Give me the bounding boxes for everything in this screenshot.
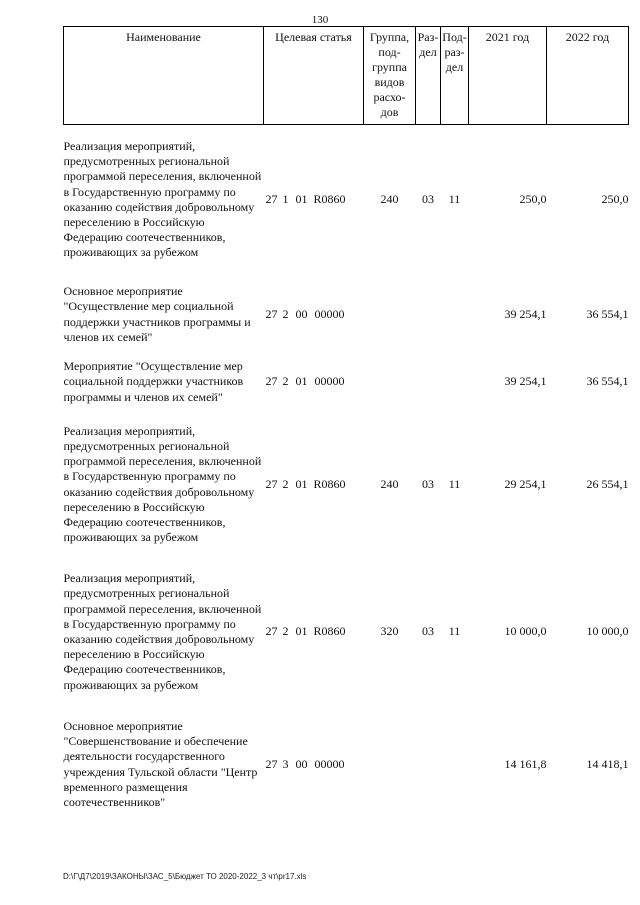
amount-2021: 14 161,8 bbox=[504, 756, 547, 771]
amount-2021: 10 000,0 bbox=[504, 624, 547, 639]
target-article-part: 2 bbox=[282, 306, 289, 321]
expense-group-code: 240 bbox=[380, 192, 399, 207]
section-code: 03 bbox=[422, 476, 434, 491]
subsection-code: 11 bbox=[448, 624, 461, 639]
target-article-part: 3 bbox=[282, 756, 289, 771]
header-expense-group: Группа, под-группа видов расхо-дов bbox=[364, 27, 416, 125]
amount-2022: 250,0 bbox=[601, 192, 629, 207]
row-name: Основное мероприятие "Совершенствование и обеспечение деятельности государственного учреждения Тульской области "Центр временного размещения соотечественников" bbox=[63, 718, 258, 809]
target-article-part: 27 bbox=[265, 192, 278, 207]
target-article-part: 27 bbox=[265, 374, 278, 389]
target-article-part: 01 bbox=[295, 624, 308, 639]
table-row bbox=[64, 355, 629, 410]
file-path-footer: D:\Г\Д7\2019\ЗАКОНЫ\ЗАС_5\Бюджет ТО 2020-2022_3 чт\pr17.xls bbox=[63, 872, 307, 881]
section-code bbox=[416, 275, 441, 355]
target-article-part: 2 bbox=[282, 374, 289, 389]
row-name: Реализация мероприятий, предусмотренных региональной программой переселения, включенной в Государственную программу по оказанию содействия добровольному переселению в Российскую Федерацию соотечественников, проживающих за рубежом bbox=[63, 423, 262, 545]
row-name: Реализация мероприятий, предусмотренных региональной программой переселения, включенной в Государственную программу по оказанию содействия добровольному переселению в Российскую Федерацию соотечественников, проживающих за рубежом bbox=[63, 138, 262, 260]
header-target-article: Целевая статья bbox=[264, 27, 364, 125]
target-article-part: 00 bbox=[295, 756, 308, 771]
target-article-part: 2 bbox=[282, 624, 289, 639]
target-article-part: R0860 bbox=[313, 476, 346, 491]
amount-2021: 39 254,1 bbox=[504, 374, 547, 389]
target-article-part: 00000 bbox=[314, 756, 345, 771]
target-article-code bbox=[264, 275, 364, 355]
target-article-part: 00 bbox=[295, 306, 308, 321]
table-row bbox=[64, 705, 629, 825]
row-name: Реализация мероприятий, предусмотренных региональной программой переселения, включенной в Государственную программу по оказанию содействия добровольному переселению в Российскую Федерацию соотечественников, проживающих за рубежом bbox=[63, 571, 262, 692]
target-article-part: 01 bbox=[295, 374, 308, 389]
section-code bbox=[416, 705, 441, 825]
amount-2021: 29 254,1 bbox=[504, 476, 547, 491]
target-article-part: 27 bbox=[265, 624, 278, 639]
target-article-code bbox=[264, 705, 364, 825]
header-name: Наименование bbox=[64, 27, 264, 125]
table-row bbox=[64, 560, 629, 705]
target-article-part: 01 bbox=[295, 192, 308, 207]
row-name: Мероприятие "Осуществление мер социальной поддержки участников программы и членов их семей" bbox=[63, 359, 244, 404]
section-code: 03 bbox=[422, 624, 434, 639]
target-article-part: 01 bbox=[295, 476, 308, 491]
target-article-code bbox=[264, 560, 364, 705]
target-article-part: 00000 bbox=[314, 374, 345, 389]
target-article-part: 27 bbox=[265, 756, 278, 771]
target-article-part: R0860 bbox=[313, 192, 346, 207]
target-article-code bbox=[264, 355, 364, 410]
expense-group-code: 240 bbox=[380, 476, 399, 491]
expense-group-code bbox=[364, 355, 416, 410]
expense-group-code: 320 bbox=[380, 624, 399, 639]
table-row bbox=[64, 125, 629, 275]
table-body bbox=[64, 125, 629, 825]
target-article-part: 2 bbox=[282, 476, 289, 491]
table-header-row bbox=[64, 27, 629, 125]
target-article-part: 00000 bbox=[314, 306, 345, 321]
section-code: 03 bbox=[422, 192, 434, 207]
row-name: Основное мероприятие "Осуществление мер социальной поддержки участников программы и членов их семей" bbox=[63, 284, 251, 344]
target-article-part: 27 bbox=[265, 476, 278, 491]
subsection-code bbox=[441, 275, 469, 355]
subsection-code bbox=[441, 355, 469, 410]
header-section: Раз-дел bbox=[416, 27, 441, 125]
header-year-2021: 2021 год bbox=[469, 27, 547, 125]
header-year-2022: 2022 год bbox=[547, 27, 629, 125]
subsection-code: 11 bbox=[448, 476, 461, 491]
section-code bbox=[416, 355, 441, 410]
target-article-part: 1 bbox=[282, 192, 289, 207]
table-row bbox=[64, 275, 629, 355]
table-row bbox=[64, 410, 629, 560]
amount-2022: 36 554,1 bbox=[586, 306, 629, 321]
expense-group-code bbox=[364, 275, 416, 355]
amount-2022: 26 554,1 bbox=[586, 476, 629, 491]
amount-2022: 36 554,1 bbox=[586, 374, 629, 389]
target-article-code bbox=[264, 410, 364, 560]
target-article-part: 27 bbox=[265, 306, 278, 321]
budget-table bbox=[63, 26, 629, 825]
amount-2021: 39 254,1 bbox=[504, 306, 547, 321]
subsection-code: 11 bbox=[448, 192, 461, 207]
amount-2022: 14 418,1 bbox=[586, 756, 629, 771]
amount-2022: 10 000,0 bbox=[586, 624, 629, 639]
amount-2021: 250,0 bbox=[519, 192, 547, 207]
target-article-part: R0860 bbox=[313, 624, 346, 639]
expense-group-code bbox=[364, 705, 416, 825]
target-article-code bbox=[264, 125, 364, 275]
subsection-code bbox=[441, 705, 469, 825]
page-number: 130 bbox=[311, 14, 329, 26]
header-subsection: Под-раз-дел bbox=[441, 27, 469, 125]
